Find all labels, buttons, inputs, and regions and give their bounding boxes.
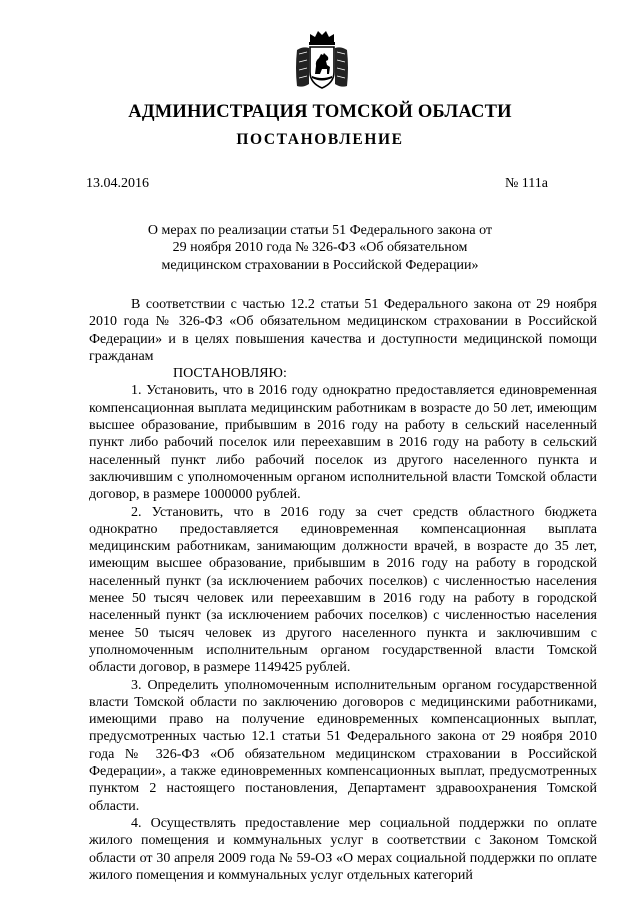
decree-item-1: 1. Установить, что в 2016 году однократно предоставляется единовременная компенсационная выплата медицинским работникам в возрасте до 50 лет, имеющим высшее образование, прибывшим в 2016 году на работу в сельский населенный пункт либо рабочий поселок или переехавшим в 2016 году на работу в сельский населенный пункт либо рабочий поселок из другого населенного пункта и заключившим с уполномоченным органом исполнительной власти Томской области договор, в размере 1000000 рублей.	[89, 383, 597, 503]
document-type-title: ПОСТАНОВЛЕНИЕ	[236, 131, 404, 148]
decree-item-4: 4. Осуществлять предоставление мер социальной поддержки по оплате жилого помещения и коммунальных услуг в соответствии с Законом Томской области от 30 апреля 2009 года № 59-ОЗ «О мерах социальной поддержки по оплате жилого помещения и коммунальных услуг отдельных категорий	[89, 815, 597, 883]
decree-word: ПОСТАНОВЛЯЮ:	[173, 366, 287, 382]
decree-item-3: 3. Определить уполномоченным исполнительным органом государственной власти Томской области по заключению договоров с медицинскими работниками, имеющими право на получение единовременных компенсационных выплат, предусмотренных частью 12.1 статьи 51 Федерального закона от 29 ноября 2010 года № 326-ФЗ «Об обязательном медицинском страховании в Российской Федерации», а также единовременных компенсационных выплат, предусмотренных пунктом 2 настоящего постановления, Департамент здравоохранения Томской области.	[89, 677, 597, 814]
document-body	[89, 296, 597, 884]
document-subject: О мерах по реализации статьи 51 Федерального закона от 29 ноября 2010 года № 326-ФЗ «Об обязательном медицинском страховании в Российской Федерации»	[147, 223, 493, 273]
organization-name: АДМИНИСТРАЦИЯ ТОМСКОЙ ОБЛАСТИ	[128, 102, 512, 122]
document-date: 13.04.2016	[86, 176, 149, 191]
tomsk-region-coat-of-arms-icon	[293, 28, 351, 92]
document-number: № 111а	[504, 176, 548, 191]
decree-heading	[89, 365, 597, 382]
preamble-paragraph: В соответствии с частью 12.2 статьи 51 Федерального закона от 29 ноября 2010 года № 326-ФЗ «Об обязательном медицинском страховании в Российской Федерации» и в целях повышения качества и доступности медицинской помощи гражданам	[89, 297, 597, 364]
decree-item-2: 2. Установить, что в 2016 году за счет средств областного бюджета однократно предоставляется единовременная компенсационная выплата медицинским работникам, занимающим должности врачей, в возрасте до 35 лет, имеющим высшее образование, прибывшим в 2016 году на работу в городской населенный пункт (за исключением рабочих поселков) с численностью населения менее 50 тысяч человек или переехавшим в 2016 году на работу в городской населенный пункт (за исключением рабочих поселков) с численностью населения менее 50 тысяч человек из другого населенного пункта и заключившим с уполномоченным исполнительным органом государственной власти Томской области договор, в размере 1149425 рублей.	[89, 504, 597, 676]
